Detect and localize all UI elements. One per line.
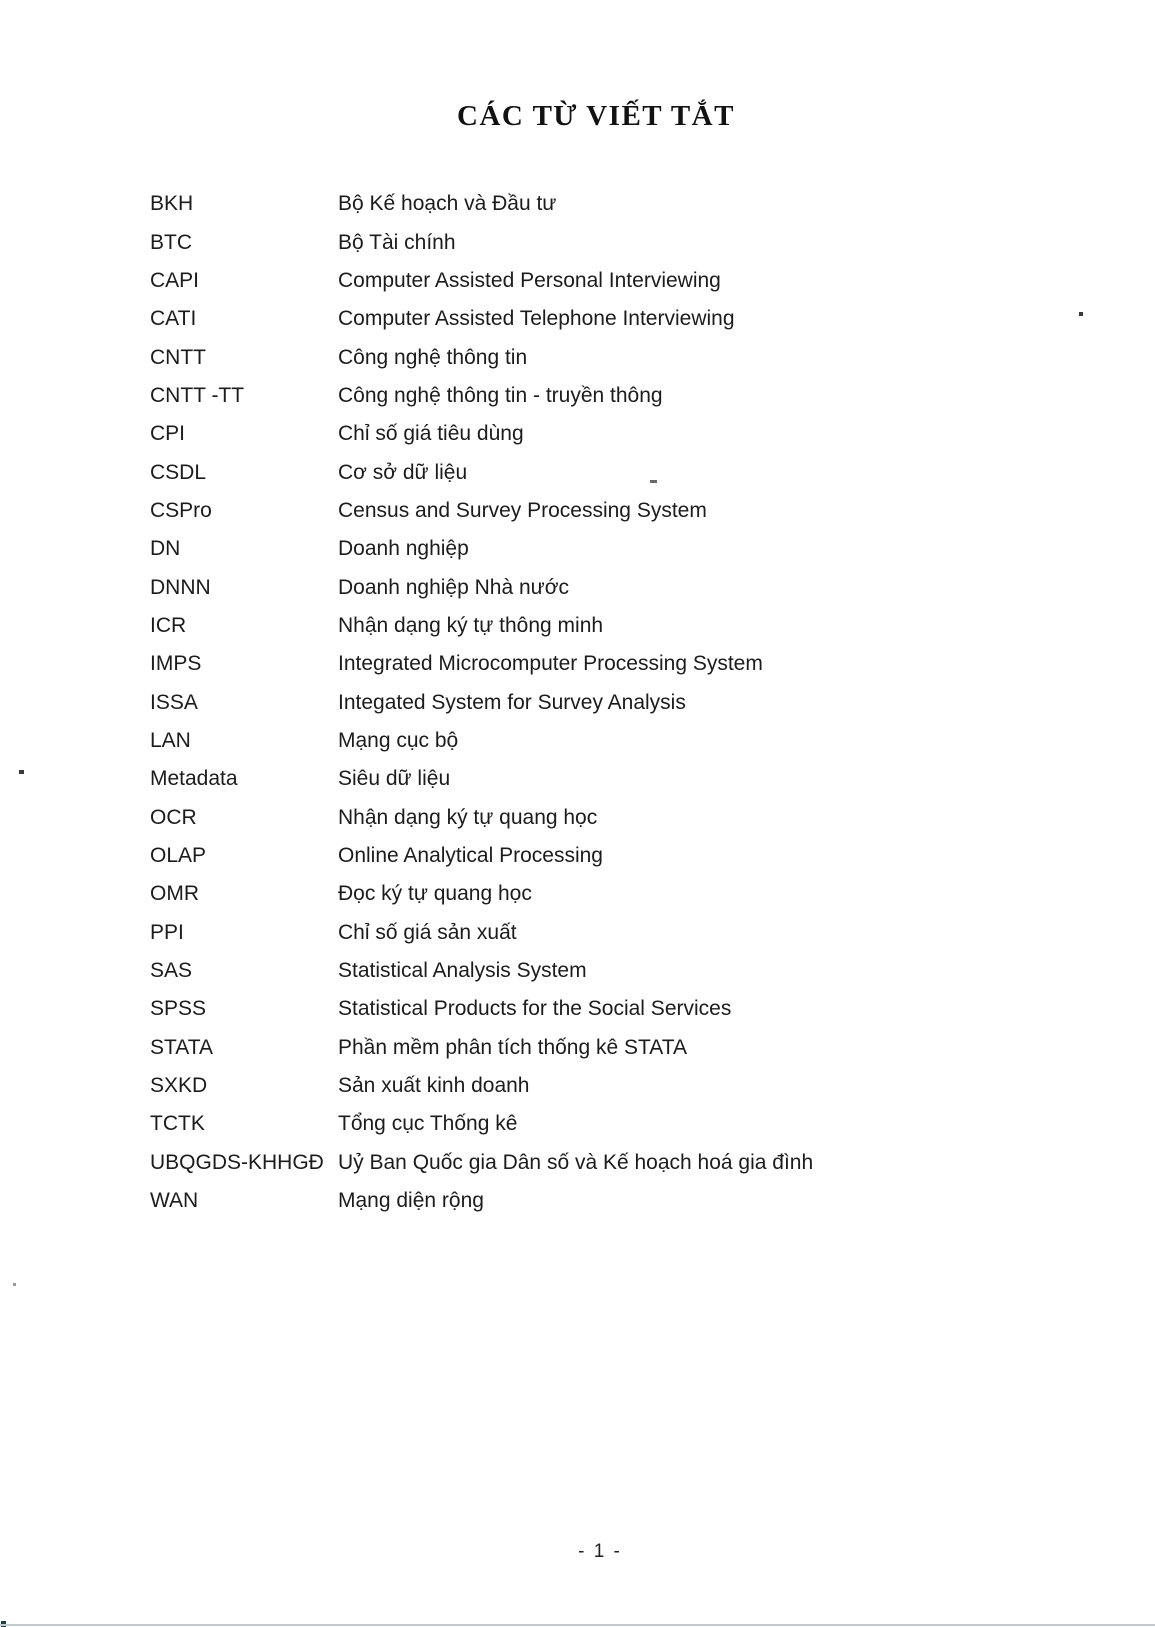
abbreviation-term: CNTT <box>150 345 206 369</box>
abbreviation-meaning: Computer Assisted Telephone Interviewing <box>338 307 735 331</box>
abbreviation-row <box>150 185 1110 223</box>
abbreviation-row <box>150 262 1110 300</box>
abbreviation-meaning: Cơ sở dữ liệu <box>338 460 468 484</box>
abbreviation-row <box>150 492 1110 530</box>
abbreviation-row <box>150 530 1110 568</box>
abbreviation-row <box>150 722 1110 760</box>
scan-artifact-dot <box>19 770 24 774</box>
abbreviation-meaning: Integrated Microcomputer Processing System <box>338 652 763 676</box>
abbreviation-row <box>150 914 1110 952</box>
abbreviation-row <box>150 645 1110 683</box>
abbreviation-row <box>150 1029 1110 1067</box>
abbreviation-row <box>150 683 1110 721</box>
abbreviation-meaning: Phần mềm phân tích thống kê STATA <box>338 1035 688 1059</box>
abbreviation-term: LAN <box>150 728 191 752</box>
abbreviation-row <box>150 990 1110 1028</box>
abbreviation-meaning: Uỷ Ban Quốc gia Dân số và Kế hoạch hoá gia đình <box>338 1150 814 1174</box>
abbreviation-term: IMPS <box>150 652 202 676</box>
abbreviation-meaning: Doanh nghiệp Nhà nước <box>338 575 569 599</box>
abbreviation-row <box>150 568 1110 606</box>
abbreviation-term: OLAP <box>150 844 207 868</box>
page-number: - 1 - <box>578 1541 622 1562</box>
abbreviation-meaning: Online Analytical Processing <box>338 844 603 868</box>
abbreviation-term: SAS <box>150 959 193 983</box>
abbreviation-term: ICR <box>150 613 187 637</box>
abbreviation-term: UBQGDS-KHHGĐ <box>150 1150 324 1174</box>
abbreviation-term: CATI <box>150 307 197 331</box>
abbreviation-row <box>150 377 1110 415</box>
abbreviation-meaning: Census and Survey Processing System <box>338 498 707 522</box>
abbreviation-term: OCR <box>150 805 197 829</box>
abbreviation-meaning: Chỉ số giá sản xuất <box>338 920 517 944</box>
abbreviation-term: OMR <box>150 882 199 906</box>
abbreviation-term: BTC <box>150 230 192 254</box>
abbreviation-row <box>150 1067 1110 1105</box>
abbreviation-meaning: Sản xuất kinh doanh <box>338 1074 530 1098</box>
abbreviation-meaning: Nhận dạng ký tự thông minh <box>338 613 604 637</box>
abbreviation-term: ISSA <box>150 690 198 714</box>
abbreviation-meaning: Computer Assisted Personal Interviewing <box>338 268 721 292</box>
abbreviation-meaning: Doanh nghiệp <box>338 537 469 561</box>
abbreviation-term: PPI <box>150 920 184 944</box>
abbreviation-term: WAN <box>150 1189 199 1213</box>
abbreviation-meaning: Mạng diện rộng <box>338 1189 484 1213</box>
abbreviation-row <box>150 1182 1110 1220</box>
abbreviation-term: DNNN <box>150 575 211 599</box>
abbreviation-row <box>150 760 1110 798</box>
abbreviation-term: DN <box>150 537 181 561</box>
abbreviation-row <box>150 453 1110 491</box>
abbreviation-row <box>150 300 1110 338</box>
scan-artifact-dot <box>1079 312 1083 316</box>
abbreviation-term: STATA <box>150 1035 213 1059</box>
scan-artifact-dot <box>13 1283 16 1286</box>
abbreviation-list <box>150 185 1110 1220</box>
abbreviation-meaning: Bộ Kế hoạch và Đầu tư <box>338 192 557 216</box>
abbreviation-meaning: Statistical Products for the Social Services <box>338 997 732 1021</box>
abbreviation-row <box>150 952 1110 990</box>
abbreviation-term: CSDL <box>150 460 207 484</box>
page-title: CÁC TỪ VIẾT TẮT <box>457 100 735 132</box>
abbreviation-row <box>150 1105 1110 1143</box>
abbreviation-meaning: Công nghệ thông tin <box>338 345 528 369</box>
abbreviation-term: SXKD <box>150 1074 208 1098</box>
abbreviation-meaning: Chỉ số giá tiêu dùng <box>338 422 524 446</box>
abbreviation-row <box>150 415 1110 453</box>
abbreviation-meaning: Integated System for Survey Analysis <box>338 690 686 714</box>
abbreviation-meaning: Bộ Tài chính <box>338 230 456 254</box>
abbreviation-meaning: Statistical Analysis System <box>338 959 587 983</box>
abbreviation-row <box>150 799 1110 837</box>
abbreviation-meaning: Mạng cục bộ <box>338 728 459 752</box>
scan-artifact-dash <box>650 480 657 483</box>
abbreviation-term: Metadata <box>150 767 238 791</box>
abbreviation-meaning: Nhận dạng ký tự quang học <box>338 805 598 829</box>
abbreviation-term: SPSS <box>150 997 207 1021</box>
abbreviation-term: BKH <box>150 192 194 216</box>
abbreviation-row <box>150 607 1110 645</box>
abbreviation-row <box>150 223 1110 261</box>
abbreviation-term: CPI <box>150 422 186 446</box>
abbreviation-meaning: Công nghệ thông tin - truyền thông <box>338 383 663 407</box>
abbreviation-term: TCTK <box>150 1112 205 1136</box>
scan-edge-line <box>0 1624 1155 1626</box>
abbreviation-row <box>150 338 1110 376</box>
abbreviation-row <box>150 1144 1110 1182</box>
abbreviation-row <box>150 875 1110 913</box>
abbreviation-meaning: Tổng cục Thống kê <box>338 1112 518 1136</box>
abbreviation-term: CAPI <box>150 268 200 292</box>
abbreviation-term: CSPro <box>150 498 212 522</box>
abbreviation-row <box>150 837 1110 875</box>
abbreviation-meaning: Siêu dữ liệu <box>338 767 451 791</box>
abbreviation-term: CNTT -TT <box>150 383 245 407</box>
abbreviation-meaning: Đọc ký tự quang học <box>338 882 532 906</box>
